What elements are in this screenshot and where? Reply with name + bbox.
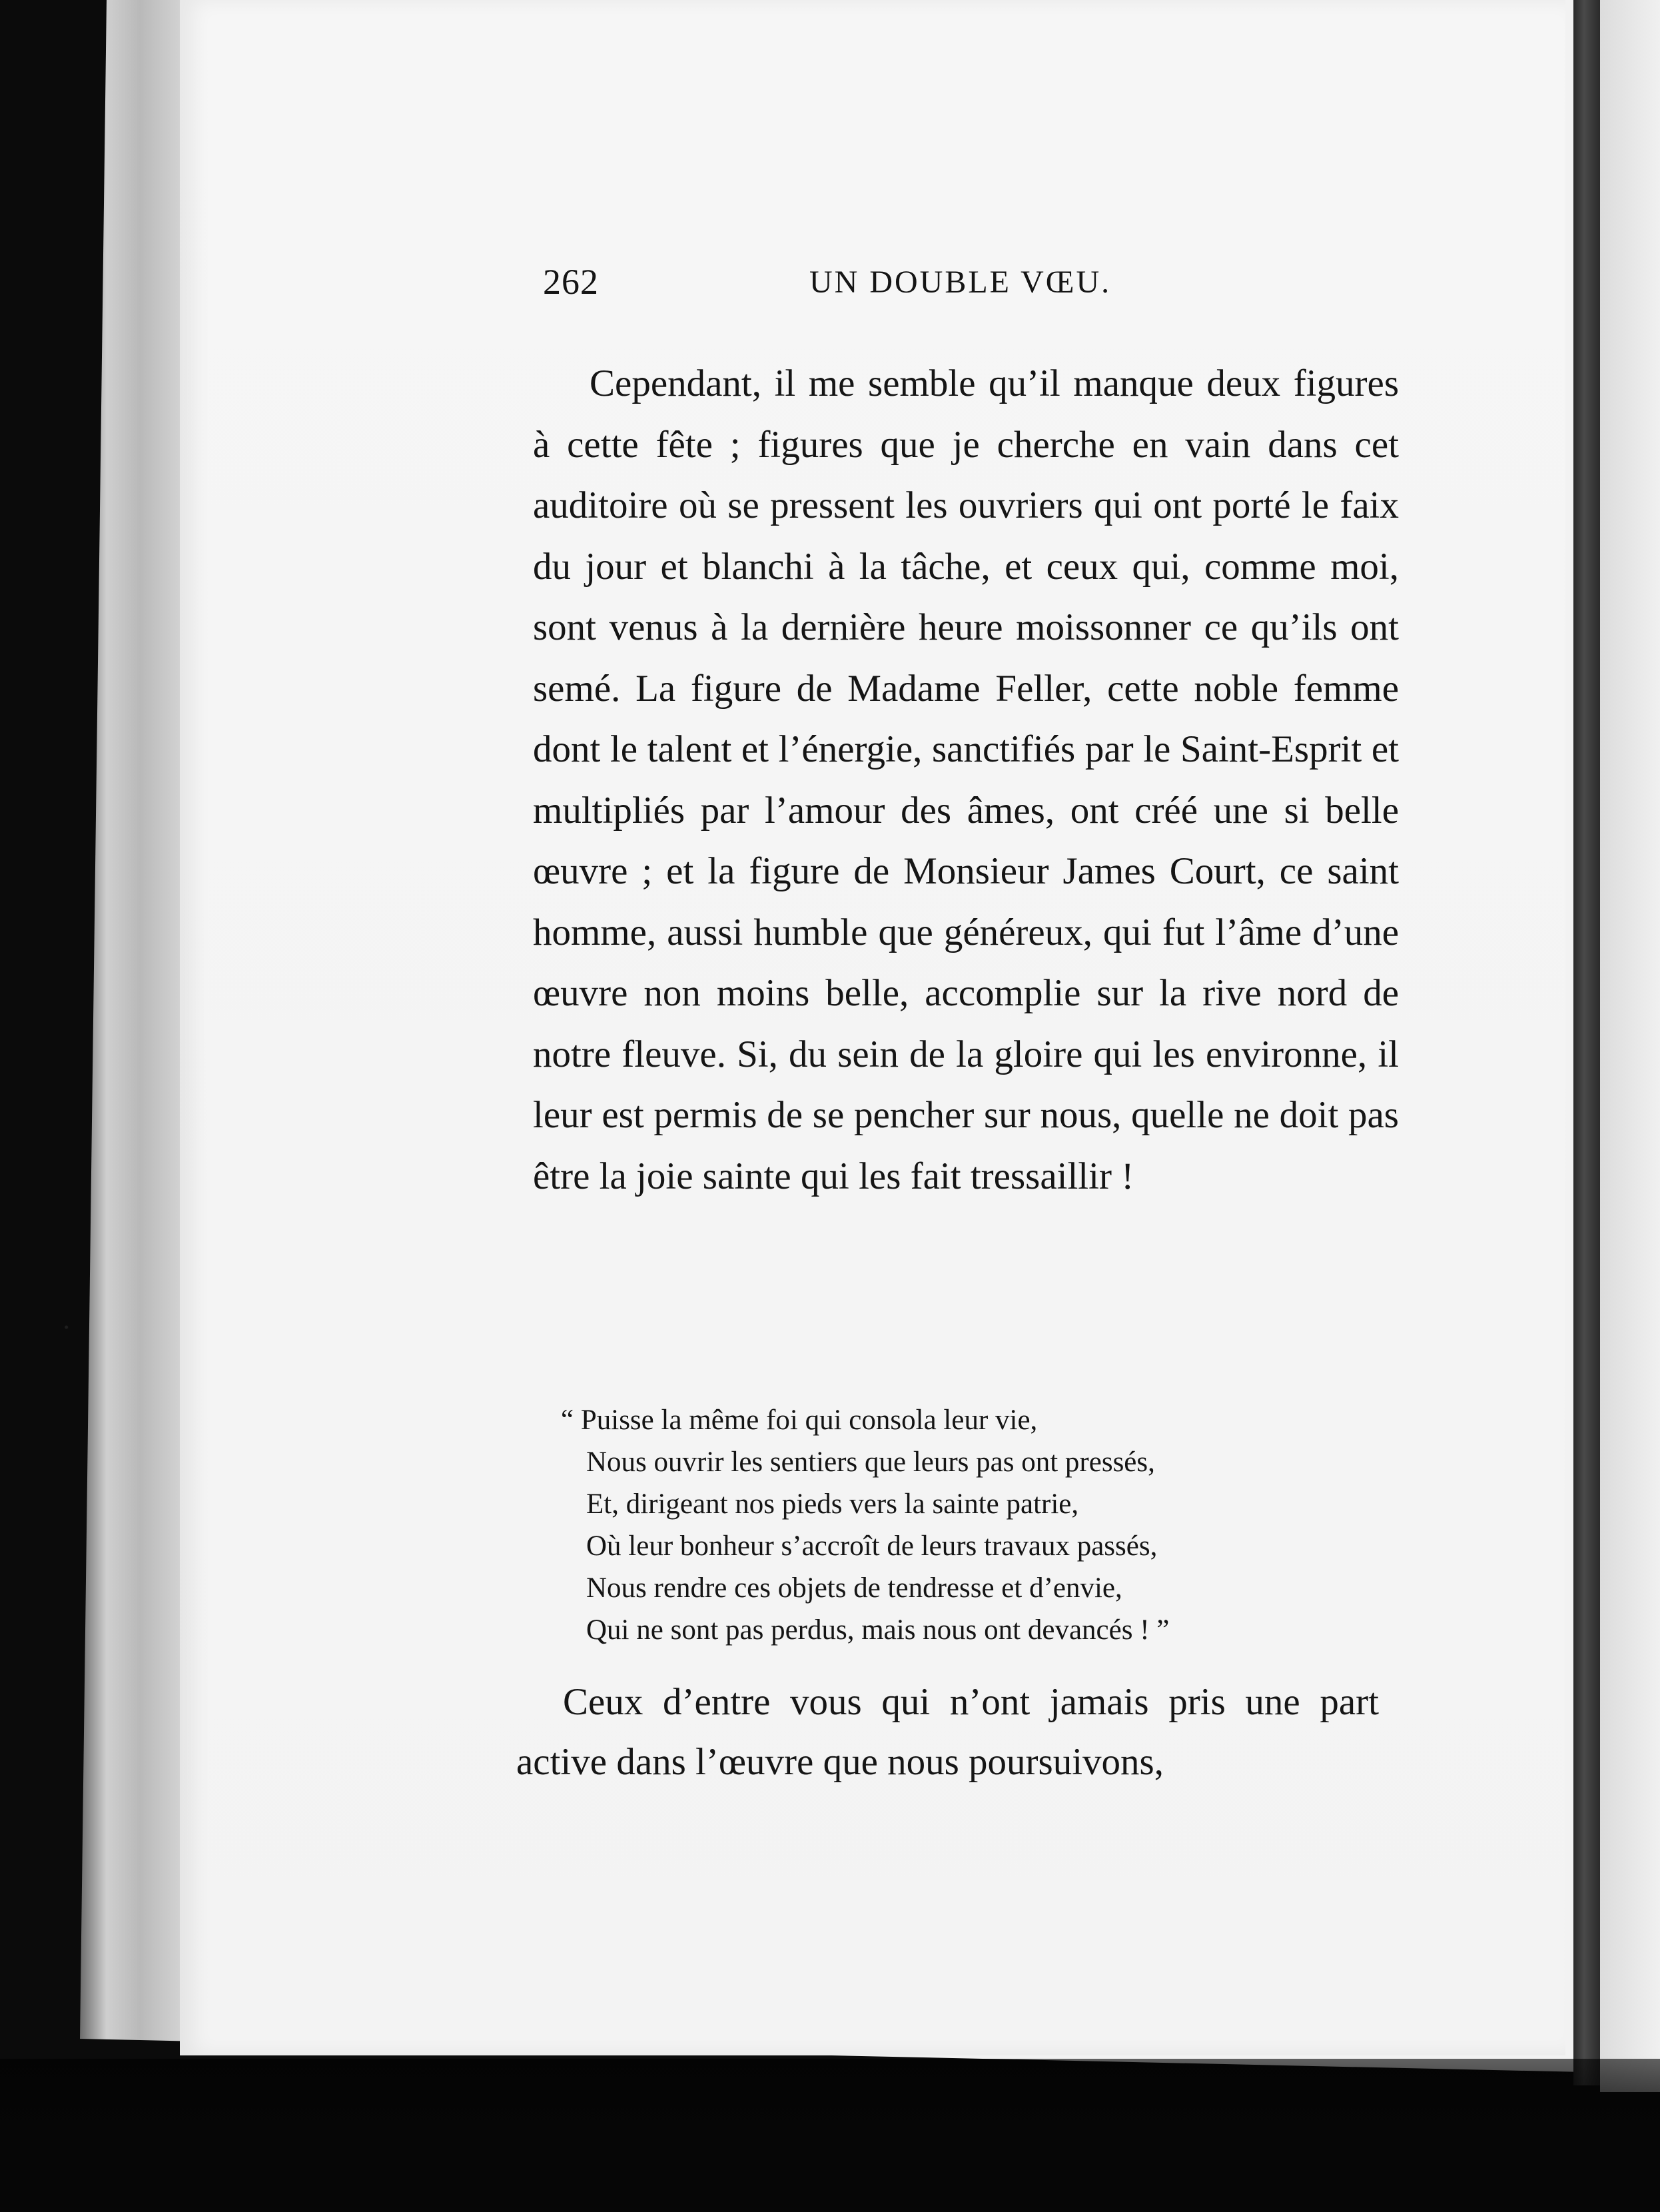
body-paragraph: Cependant, il me semble qu’il manque deux figures à cette fête ; figures que je cherche en vain dans cet auditoire où se pressent les ouvriers qui ont porté le faix du jour et blanchi à la tâche, et ceux qui, comme moi, sont venus à la dernière heure moissonner ce qu’ils ont semé. La figure de Madame Feller, cette noble femme dont le talent et l’énergie, sanctifiés par le Saint-Esprit et multipliés par l’amour des âmes, ont créé une si belle œuvre ; et la figure de Monsieur James Court, ce saint homme, aussi humble que généreux, qui fut l’âme d’une œuvre non moins belle, accomplie sur la rive nord de notre fleuve. Si, du sein de la gloire qui les environne, il leur est permis de se pencher sur nous, quelle ne doit pas être la joie sainte qui les fait tressaillir ! <box>533 362 1399 1197</box>
running-title: UN DOUBLE VŒU. <box>809 265 1112 300</box>
poem-line: Qui ne sont pas perdus, mais nous ont devancés ! ” <box>586 1614 1170 1646</box>
book-gutter <box>1573 0 1600 2085</box>
page-header <box>543 261 1475 314</box>
body-paragraph: Ceux d’entre vous qui n’ont jamais pris une part active dans l’œuvre que nous poursuivons, <box>516 1681 1379 1783</box>
poem-line: Où leur bonheur s’accroît de leurs travaux passés, <box>586 1530 1158 1562</box>
page-number: 262 <box>543 262 599 302</box>
poem-line: Nous rendre ces objets de tendresse et d’envie, <box>586 1572 1122 1604</box>
facing-page-edge <box>1600 0 1660 2092</box>
poem-line: Nous ouvrir les sentiers que leurs pas ont pressés, <box>586 1446 1155 1478</box>
scan-bottom-shadow <box>0 2059 1660 2212</box>
poem-line: Et, dirigeant nos pieds vers la sainte patrie, <box>586 1488 1079 1520</box>
poem-line: “ Puisse la même foi qui consola leur vie, <box>561 1404 1038 1436</box>
quoted-poem <box>561 1399 1352 1651</box>
